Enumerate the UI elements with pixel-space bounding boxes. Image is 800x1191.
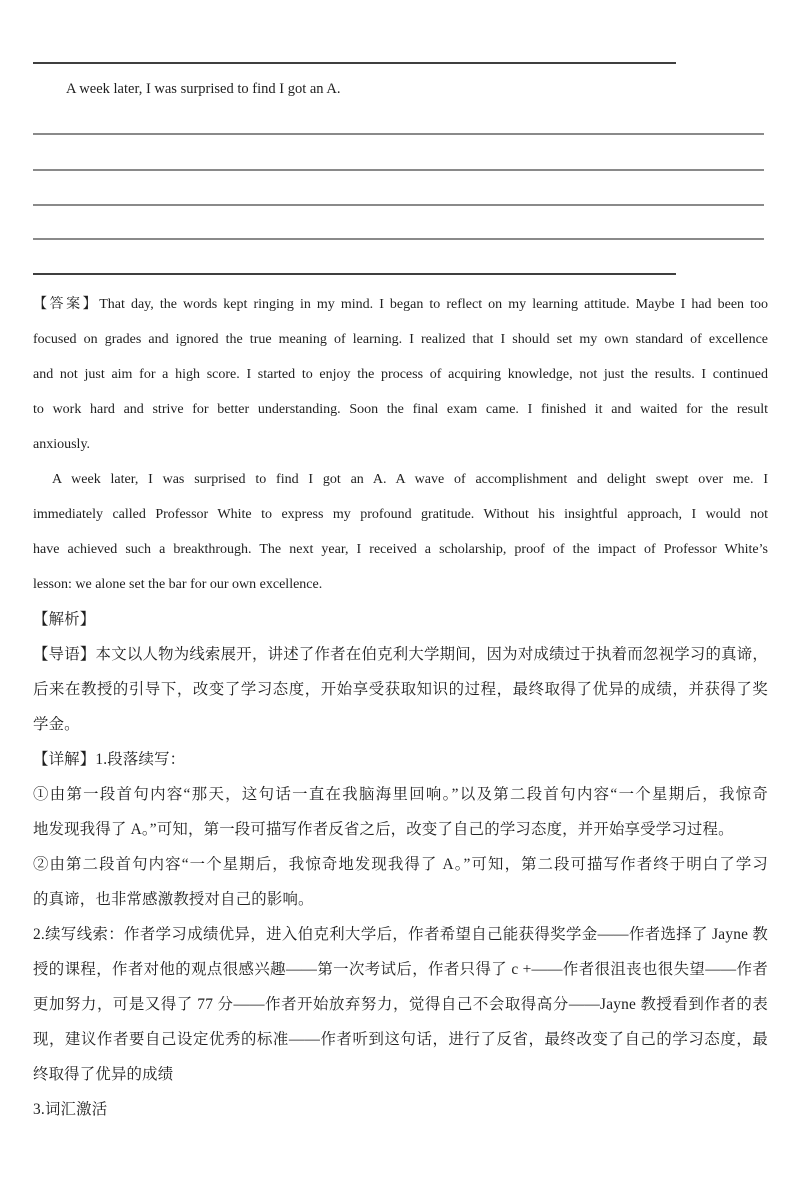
text-line: 2.续写线索：作者学习成绩优异，进入伯克利大学后，作者希望自己能获得奖学金——作者选择了 Jayne 教 bbox=[33, 926, 768, 943]
text-line: lesson: we alone set the bar for our own excellence. bbox=[33, 577, 323, 592]
text-line: 授的课程，作者对他的观点很感兴趣——第一次考试后，作者只得了 c +——作者很沮丧也很失望——作者 bbox=[33, 961, 768, 978]
text-line: to work hard and strive for better understanding. Soon the final exam came. I finished it and waited for the result bbox=[33, 402, 768, 417]
continuation-clues bbox=[33, 917, 768, 1092]
text-line: 【答案】That day, the words kept ringing in my mind. I began to reflect on my learning attitude. Maybe I had been too bbox=[33, 297, 768, 312]
answer-box-bottom-rule bbox=[33, 273, 676, 275]
text-line: 地发现我得了 A。”可知，第一段可描写作者反省之后，改变了自己的学习态度，并开始享受学习过程。 bbox=[33, 821, 734, 838]
text-line: focused on grades and ignored the true meaning of learning. I realized that I should set my own standard of excellence bbox=[33, 332, 768, 347]
answer-box-top-rule bbox=[33, 62, 676, 64]
answer-and-analysis bbox=[33, 287, 768, 1127]
text-line: A week later, I was surprised to find I got an A. A wave of accomplishment and delight swept over me. I bbox=[52, 472, 768, 487]
text-line: have achieved such a breakthrough. The next year, I received a scholarship, proof of the impact of Professor White’s bbox=[33, 542, 768, 557]
analysis-section-label: 【解析】 bbox=[33, 611, 96, 628]
text-line: 【导语】本文以人物为线索展开，讲述了作者在伯克利大学期间，因为对成绩过于执着而忽视学习的真谛， bbox=[33, 646, 768, 663]
text-line: 更加努力，可是又得了 77 分——作者开始放弃努力，觉得自己不会取得高分——Jayne 教授看到作者的表 bbox=[33, 996, 768, 1013]
text-line: 的真谛，也非常感激教授对自己的影响。 bbox=[33, 891, 314, 908]
answer-paragraph-2 bbox=[33, 462, 768, 602]
text-line: 现，建议作者要自己设定优秀的标准——作者听到这句话，进行了反省，最终改变了自己的学习态度，最 bbox=[33, 1031, 768, 1048]
text-line: 学金。 bbox=[33, 716, 80, 733]
text-line: and not just aim for a high score. I started to enjoy the process of acquiring knowledge, not just the results. I continued bbox=[33, 367, 768, 382]
ruled-line bbox=[33, 238, 764, 240]
analysis-overview bbox=[33, 637, 768, 742]
text-line: 终取得了优异的成绩 bbox=[33, 1066, 174, 1083]
text-line: ②由第二段首句内容“一个星期后，我惊奇地发现我得了 A。”可知，第二段可描写作者终于明白了学习 bbox=[33, 856, 768, 873]
ruled-line bbox=[33, 169, 764, 171]
detail-point-2 bbox=[33, 847, 768, 917]
text-line: ①由第一段首句内容“那天，这句话一直在我脑海里回响。”以及第二段首句内容“一个星期后，我惊奇 bbox=[33, 786, 768, 803]
text-line: anxiously. bbox=[33, 437, 91, 452]
ruled-line bbox=[33, 133, 764, 135]
detail-heading: 【详解】1.段落续写： bbox=[33, 751, 186, 768]
text-line: 后来在教授的引导下，改变了学习态度，开始享受获取知识的过程，最终取得了优异的成绩，并获得了奖 bbox=[33, 681, 768, 698]
answer-paragraph-1 bbox=[33, 287, 768, 462]
detail-point-1 bbox=[33, 777, 768, 847]
opening-sentence: A week later, I was surprised to find I got an A. bbox=[66, 81, 341, 97]
text-line: immediately called Professor White to express my profound gratitude. Without his insightful approach, I would not bbox=[33, 507, 768, 522]
vocab-heading: 3.词汇激活 bbox=[33, 1101, 108, 1118]
ruled-line bbox=[33, 204, 764, 206]
